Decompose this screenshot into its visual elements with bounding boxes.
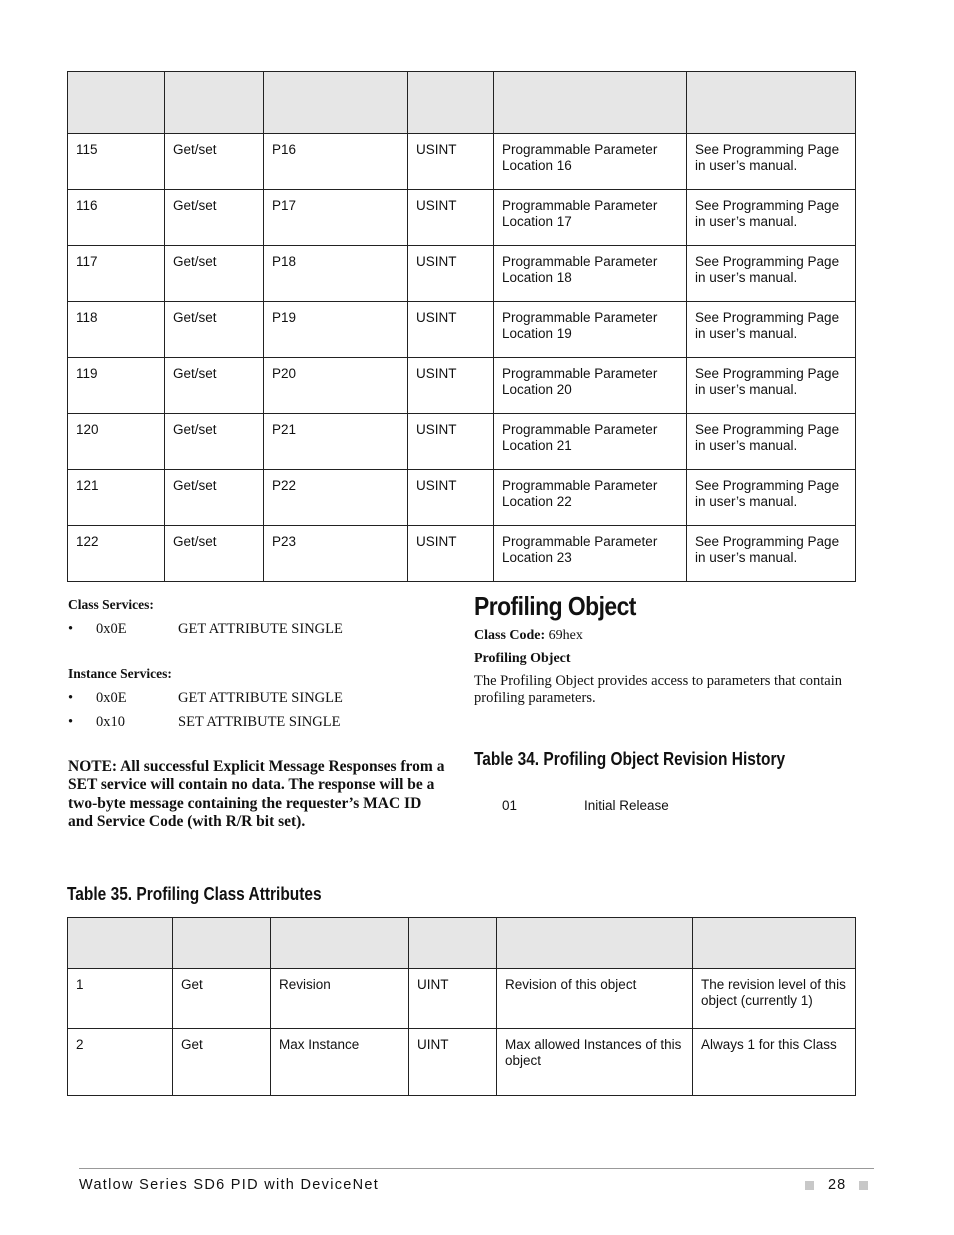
table-row <box>68 470 856 526</box>
data-type-cell: USINT <box>408 190 494 246</box>
name-cell: P20 <box>264 358 408 414</box>
data-type-cell: USINT <box>408 302 494 358</box>
semantics-cell: See Programming Page in user’s manual. <box>687 414 856 470</box>
description-cell: Programmable Parameter Location 21 <box>494 414 687 470</box>
name-cell: P16 <box>264 134 408 190</box>
attribute-id-cell: 117 <box>68 246 165 302</box>
header-cell <box>409 918 497 969</box>
attribute-id-cell: 116 <box>68 190 165 246</box>
access-cell: Get/set <box>165 358 264 414</box>
data-type-cell: USINT <box>408 246 494 302</box>
data-type-cell: USINT <box>408 358 494 414</box>
semantics-cell: See Programming Page in user’s manual. <box>687 470 856 526</box>
name-cell: P17 <box>264 190 408 246</box>
description-cell: Programmable Parameter Location 19 <box>494 302 687 358</box>
class-code-label: Class Code: <box>474 628 546 643</box>
description-cell: Programmable Parameter Location 17 <box>494 190 687 246</box>
footer-divider <box>79 1168 874 1169</box>
data-type-cell: USINT <box>408 526 494 582</box>
service-name: SET ATTRIBUTE SINGLE <box>178 714 341 730</box>
attribute-id-cell: 118 <box>68 302 165 358</box>
service-name: GET ATTRIBUTE SINGLE <box>178 621 343 637</box>
access-cell: Get/set <box>165 414 264 470</box>
name-cell: P21 <box>264 414 408 470</box>
header-cell <box>494 72 687 134</box>
attribute-id-cell: 121 <box>68 470 165 526</box>
semantics-cell: Always 1 for this Class <box>693 1029 856 1096</box>
header-cell <box>68 918 173 969</box>
access-cell: Get <box>173 969 271 1029</box>
access-cell: Get <box>173 1029 271 1096</box>
parameter-attributes-table <box>67 71 856 582</box>
access-cell: Get/set <box>165 302 264 358</box>
attribute-id-cell: 1 <box>68 969 173 1029</box>
access-cell: Get/set <box>165 470 264 526</box>
name-cell: P23 <box>264 526 408 582</box>
table-row <box>68 526 856 582</box>
table-header-row <box>68 918 856 969</box>
header-cell <box>68 72 165 134</box>
description-cell: Revision of this object <box>497 969 693 1029</box>
data-type-cell: USINT <box>408 134 494 190</box>
table-row <box>68 969 856 1029</box>
semantics-cell: See Programming Page in user’s manual. <box>687 358 856 414</box>
class-code <box>474 628 583 644</box>
header-cell <box>264 72 408 134</box>
description-cell: Programmable Parameter Location 18 <box>494 246 687 302</box>
instance-services-heading: Instance Services: <box>68 666 172 681</box>
semantics-cell: See Programming Page in user’s manual. <box>687 302 856 358</box>
table-header-row <box>68 72 856 134</box>
service-code: 0x0E <box>96 621 127 637</box>
name-cell: Revision <box>271 969 409 1029</box>
semantics-cell: See Programming Page in user’s manual. <box>687 526 856 582</box>
description-cell: Max allowed Instances of this object <box>497 1029 693 1096</box>
data-type-cell: USINT <box>408 470 494 526</box>
attribute-id-cell: 120 <box>68 414 165 470</box>
table-row <box>68 302 856 358</box>
section-title: Profiling Object <box>474 591 636 621</box>
attribute-id-cell: 2 <box>68 1029 173 1096</box>
revision-text: Initial Release <box>584 798 669 813</box>
data-type-cell: USINT <box>408 414 494 470</box>
page-number: 28 <box>828 1177 847 1193</box>
table-row <box>68 414 856 470</box>
name-cell: P22 <box>264 470 408 526</box>
semantics-cell: See Programming Page in user’s manual. <box>687 246 856 302</box>
bullet: • <box>68 714 74 730</box>
footer-title: Watlow Series SD6 PID with DeviceNet <box>79 1177 380 1193</box>
semantics-cell: See Programming Page in user’s manual. <box>687 190 856 246</box>
attribute-id-cell: 115 <box>68 134 165 190</box>
bullet: • <box>68 621 74 637</box>
name-cell: P18 <box>264 246 408 302</box>
data-type-cell: UINT <box>409 1029 497 1096</box>
header-cell <box>693 918 856 969</box>
header-cell <box>165 72 264 134</box>
access-cell: Get/set <box>165 526 264 582</box>
name-cell: P19 <box>264 302 408 358</box>
semantics-cell: The revision level of this object (currently 1) <box>693 969 856 1029</box>
table-34-caption: Table 34. Profiling Object Revision History <box>474 749 786 769</box>
table-35-caption: Table 35. Profiling Class Attributes <box>67 884 322 904</box>
table-row <box>68 1029 856 1096</box>
description-cell: Programmable Parameter Location 22 <box>494 470 687 526</box>
header-cell <box>271 918 409 969</box>
access-cell: Get/set <box>165 134 264 190</box>
square-icon <box>859 1181 868 1190</box>
square-icon <box>805 1181 814 1190</box>
service-name: GET ATTRIBUTE SINGLE <box>178 690 343 706</box>
header-cell <box>173 918 271 969</box>
table-row <box>68 190 856 246</box>
attribute-id-cell: 119 <box>68 358 165 414</box>
access-cell: Get/set <box>165 246 264 302</box>
service-code: 0x10 <box>96 714 125 730</box>
header-cell <box>687 72 856 134</box>
attribute-id-cell: 122 <box>68 526 165 582</box>
table-row <box>68 246 856 302</box>
description-cell: Programmable Parameter Location 20 <box>494 358 687 414</box>
section-subheading: Profiling Object <box>474 651 571 666</box>
header-cell <box>497 918 693 969</box>
table-row <box>68 358 856 414</box>
note-paragraph: NOTE: All successful Explicit Message Responses from a SET service will contain no data. The response will be a two-byte message containing the requester’s MAC ID and Service Code (with R/R bit set). <box>68 758 445 830</box>
data-type-cell: UINT <box>409 969 497 1029</box>
section-description: The Profiling Object provides access to parameters that contain profiling parameters. <box>474 673 843 706</box>
description-cell: Programmable Parameter Location 16 <box>494 134 687 190</box>
revision-number: 01 <box>502 798 518 813</box>
service-code: 0x0E <box>96 690 127 706</box>
bullet: • <box>68 690 74 706</box>
class-services-heading: Class Services: <box>68 597 154 612</box>
description-cell: Programmable Parameter Location 23 <box>494 526 687 582</box>
access-cell: Get/set <box>165 190 264 246</box>
semantics-cell: See Programming Page in user’s manual. <box>687 134 856 190</box>
table-row <box>68 134 856 190</box>
name-cell: Max Instance <box>271 1029 409 1096</box>
profiling-class-attributes-table <box>67 917 856 1096</box>
header-cell <box>408 72 494 134</box>
class-code-value: 69hex <box>548 628 583 643</box>
